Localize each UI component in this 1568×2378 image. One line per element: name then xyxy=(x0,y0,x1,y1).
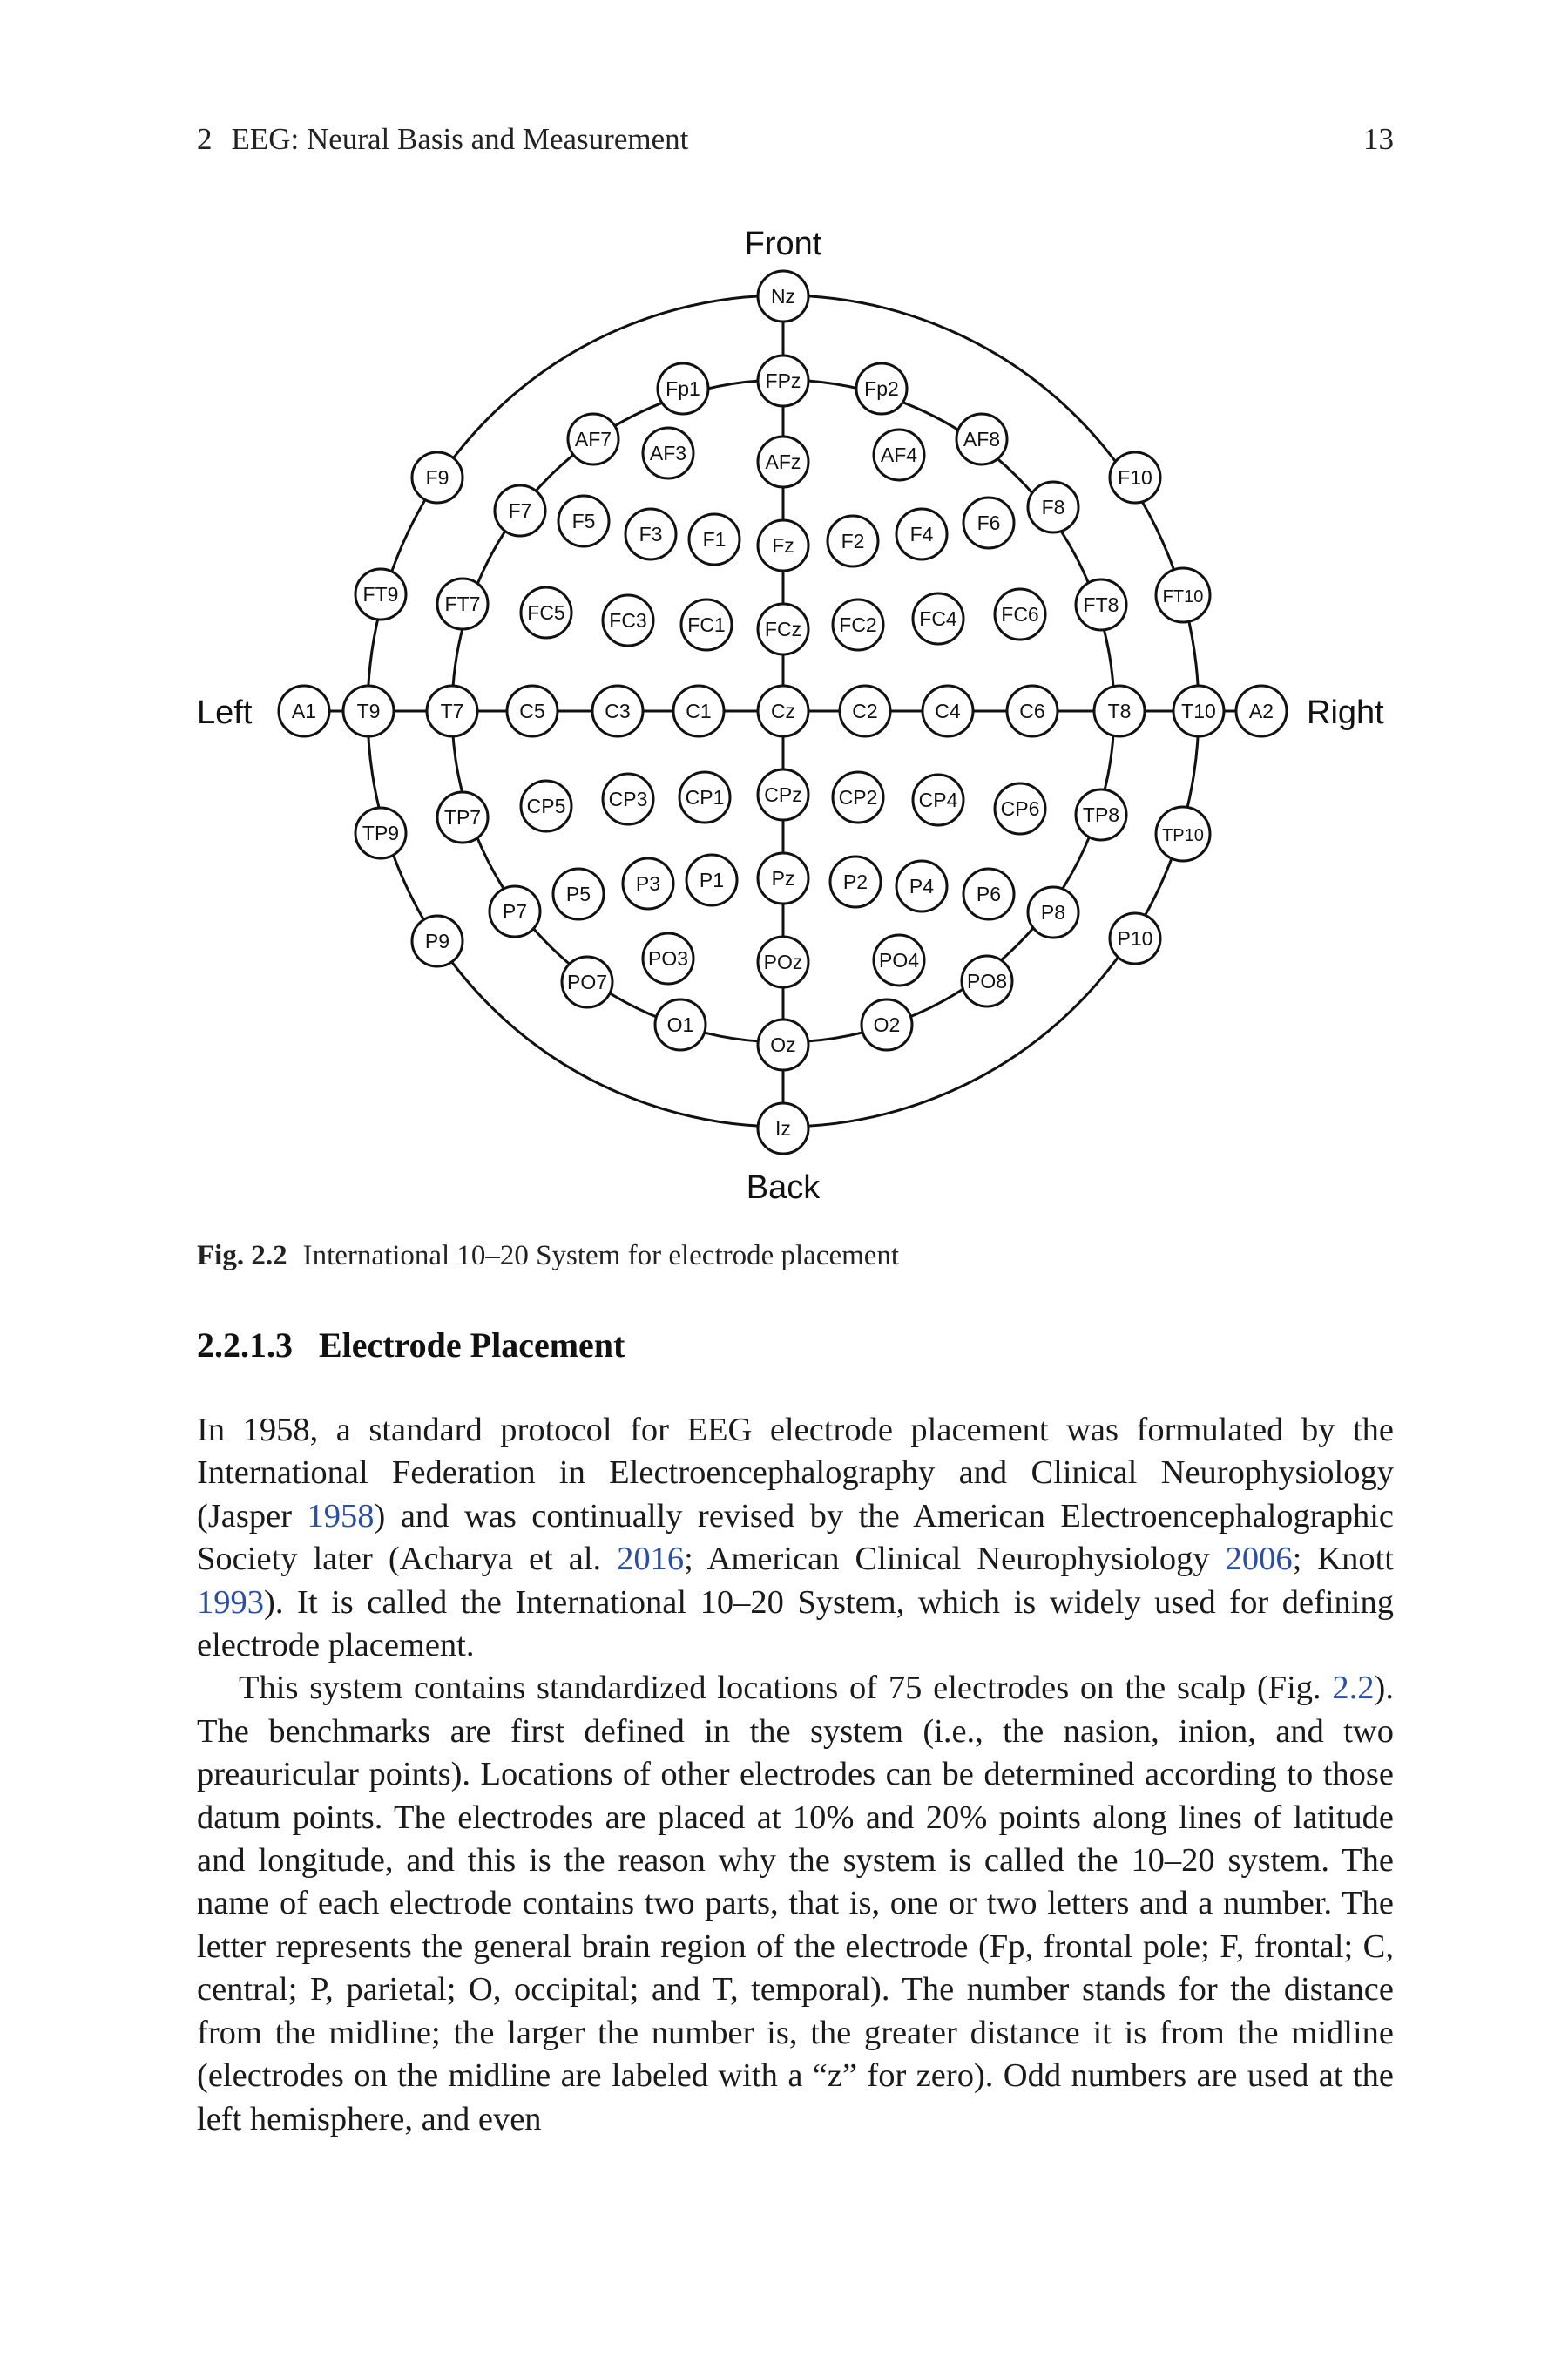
p2-text-a: This system contains standardized locations of 75 electrodes on the scalp (Fig. xyxy=(239,1670,1333,1707)
electrode-tp9 xyxy=(355,808,406,858)
paragraph-2 xyxy=(197,1667,1394,2140)
electrode-label: Fp2 xyxy=(864,377,899,400)
electrode-pz xyxy=(758,853,808,904)
electrode-label: FC4 xyxy=(919,607,957,630)
electrode-o2 xyxy=(862,999,912,1050)
electrode-label: AF3 xyxy=(649,442,687,464)
electrode-label: P9 xyxy=(424,930,450,952)
electrode-c6 xyxy=(1007,686,1058,736)
electrode-label: PO8 xyxy=(966,970,1008,993)
electrode-label: CP4 xyxy=(918,789,958,811)
p1-text-a: In 1958, a standard protocol for EEG electrode placement was formulated by the International Federation in Electroencephalography and Clinical Neurophysiology (Jasper xyxy=(197,1412,1394,1535)
electrode-label: FCz xyxy=(764,618,802,640)
electrode-label: O1 xyxy=(666,1013,694,1036)
electrode-c4 xyxy=(923,686,973,736)
electrode-label: O2 xyxy=(873,1013,901,1036)
electrode-p2 xyxy=(830,857,881,907)
electrode-label: A2 xyxy=(1248,700,1274,722)
electrode-label: TP7 xyxy=(443,806,482,829)
direction-label-front: Front xyxy=(744,226,822,262)
electrode-label: F2 xyxy=(841,530,865,552)
electrode-label: FPz xyxy=(765,369,801,392)
section-number: 2.2.1.3 xyxy=(197,1325,293,1365)
electrode-ft7 xyxy=(437,579,488,629)
electrode-label: AF7 xyxy=(574,428,612,451)
electrode-p4 xyxy=(896,861,947,911)
electrode-tp7 xyxy=(437,792,488,843)
electrode-p9 xyxy=(412,916,463,966)
electrode-label: FC2 xyxy=(839,613,877,636)
electrode-a1 xyxy=(279,686,329,736)
electrode-label: FT9 xyxy=(362,583,399,606)
citation-link-acharya-2016[interactable]: 2016 xyxy=(617,1541,685,1578)
electrode-label: AFz xyxy=(765,451,801,473)
electrode-af8 xyxy=(956,414,1007,464)
electrode-label: FT8 xyxy=(1083,593,1119,616)
electrode-label: P5 xyxy=(565,883,591,905)
electrode-fpz xyxy=(758,356,808,406)
electrode-af4 xyxy=(874,430,924,480)
electrode-label: CP3 xyxy=(608,788,648,810)
direction-label-left: Left xyxy=(197,694,253,731)
electrode-label: TP10 xyxy=(1162,826,1204,845)
electrode-t10 xyxy=(1173,686,1224,736)
electrode-cp5 xyxy=(521,781,571,831)
electrode-fcz xyxy=(758,604,808,654)
electrode-cp6 xyxy=(995,783,1045,834)
electrode-label: Pz xyxy=(771,867,795,890)
electrode-a2 xyxy=(1236,686,1287,736)
p1-text-c: ; American Clinical Neurophysiology xyxy=(684,1541,1226,1578)
electrode-label: Fp1 xyxy=(666,377,700,400)
electrode-nz xyxy=(758,271,808,322)
section-heading xyxy=(197,1324,625,1365)
page-number: 13 xyxy=(1363,122,1394,156)
electrode-f9 xyxy=(412,452,463,503)
electrode-c1 xyxy=(673,686,724,736)
electrode-label: T9 xyxy=(356,700,381,722)
electrode-label: F9 xyxy=(425,466,449,489)
electrode-t7 xyxy=(427,686,477,736)
electrode-label: AF4 xyxy=(880,444,918,466)
electrode-iz xyxy=(758,1103,808,1154)
electrode-c5 xyxy=(507,686,558,736)
electrode-f6 xyxy=(963,498,1014,548)
electrode-t9 xyxy=(343,686,394,736)
electrode-label: P10 xyxy=(1117,927,1153,950)
electrode-label: Nz xyxy=(770,285,796,308)
section-title: Electrode Placement xyxy=(319,1325,625,1365)
direction-label-back: Back xyxy=(746,1169,821,1206)
paragraph-1 xyxy=(197,1409,1394,1667)
electrode-p6 xyxy=(963,869,1014,919)
electrode-label: C4 xyxy=(935,700,961,722)
direction-label-right: Right xyxy=(1307,694,1384,731)
electrode-label: PO7 xyxy=(566,971,608,993)
electrode-label: Oz xyxy=(770,1033,796,1056)
electrode-label: P8 xyxy=(1040,901,1066,924)
electrode-fc1 xyxy=(681,600,732,650)
electrode-ft10 xyxy=(1156,568,1210,622)
electrode-p3 xyxy=(623,858,673,909)
electrode-label: F3 xyxy=(639,523,663,545)
p1-text-d: ; Knott xyxy=(1292,1541,1394,1578)
electrode-label: Iz xyxy=(775,1117,791,1140)
electrode-label: FT10 xyxy=(1162,587,1204,606)
electrode-ft8 xyxy=(1076,579,1126,630)
electrode-label: F6 xyxy=(977,512,1001,534)
electrode-label: C1 xyxy=(686,700,712,722)
electrode-label: P2 xyxy=(842,871,868,893)
p2-text-b: ). The benchmarks are first defined in the system (i.e., the nasion, inion, and two preauricular points). Locations of other electrodes can be determined according to those datum points. The electrodes are placed at 10% and 20% points along lines of latitude and longitude, and this is the reason why the system is called the 10–20 system. The name of each electrode contains two parts, that is, one or two letters and a number. The letter represents the general brain region of the electrode (Fp, frontal pole; F, frontal; C, central; P, parietal; O, occipital; and T, temporal). The number stands for the distance from the midline; the larger the number is, the greater distance it is from the midline (electrodes on the midline are labeled with a “z” for zero). Odd numbers are used at the left hemisphere, and even xyxy=(197,1670,1394,2137)
electrode-poz xyxy=(758,937,808,987)
electrode-label: A1 xyxy=(291,700,317,722)
electrode-label: FT7 xyxy=(444,593,481,615)
electrode-label: P4 xyxy=(909,875,935,898)
electrode-fc2 xyxy=(833,600,883,650)
electrode-label: T8 xyxy=(1107,700,1132,722)
electrode-label: TP9 xyxy=(362,822,400,844)
electrode-c2 xyxy=(840,686,890,736)
electrode-po7 xyxy=(562,957,612,1007)
electrode-label: P7 xyxy=(502,900,528,923)
figure-caption xyxy=(197,1240,899,1272)
electrode-f10 xyxy=(1110,452,1160,503)
electrode-f3 xyxy=(625,509,676,559)
electrode-label: POz xyxy=(763,951,803,973)
electrode-fp2 xyxy=(856,363,907,414)
electrode-label: F1 xyxy=(702,528,727,551)
figure-link-2-2[interactable]: 2.2 xyxy=(1332,1670,1375,1707)
electrode-label: PO4 xyxy=(878,949,920,972)
electrode-label: FC1 xyxy=(687,613,726,636)
electrode-label: PO3 xyxy=(647,947,689,970)
electrode-label: C6 xyxy=(1019,700,1045,722)
electrode-label: F7 xyxy=(508,499,532,522)
body-text xyxy=(197,1409,1394,2141)
electrode-cpz xyxy=(758,769,808,820)
electrode-label: FC3 xyxy=(609,609,647,632)
electrode-label: F8 xyxy=(1041,496,1065,518)
chapter-title: EEG: Neural Basis and Measurement xyxy=(231,122,689,156)
electrode-label: Cz xyxy=(770,700,796,722)
electrode-f2 xyxy=(828,516,878,566)
electrode-p8 xyxy=(1028,887,1078,938)
electrode-ft9 xyxy=(355,569,406,620)
electrode-fp1 xyxy=(658,363,708,414)
electrode-o1 xyxy=(655,999,706,1050)
electrode-label: CP2 xyxy=(838,786,878,809)
citation-link-jasper-1958[interactable]: 1958 xyxy=(307,1497,375,1535)
electrode-cp1 xyxy=(679,772,730,823)
electrode-label: CPz xyxy=(764,783,802,806)
electrode-po8 xyxy=(962,956,1012,1006)
electrode-fc5 xyxy=(521,587,571,638)
electrode-label: CP5 xyxy=(526,795,566,817)
electrode-fc4 xyxy=(913,593,963,644)
electrode-po4 xyxy=(874,935,924,986)
electrode-p5 xyxy=(553,869,604,919)
electrode-af3 xyxy=(643,428,693,478)
chapter-number: 2 xyxy=(197,122,213,156)
electrode-label: TP8 xyxy=(1082,803,1120,826)
electrode-label: FC6 xyxy=(1001,603,1039,626)
electrode-label: Fz xyxy=(772,534,794,557)
electrode-oz xyxy=(758,1020,808,1070)
electrode-fz xyxy=(758,520,808,571)
electrode-cp2 xyxy=(833,772,883,823)
citation-link-acns-2006[interactable]: 2006 xyxy=(1225,1541,1293,1578)
electrode-label: AF8 xyxy=(963,428,1001,451)
electrode-f7 xyxy=(495,485,545,536)
electrode-label: C2 xyxy=(852,700,878,722)
electrode-label: P6 xyxy=(976,883,1002,905)
electrode-fc3 xyxy=(603,595,653,646)
electrode-label: P1 xyxy=(699,869,725,891)
electrode-f4 xyxy=(896,509,947,559)
electrode-p7 xyxy=(490,886,540,937)
electrode-label: F10 xyxy=(1118,466,1152,489)
electrode-f8 xyxy=(1028,482,1078,532)
electrode-fc6 xyxy=(995,589,1045,640)
electrode-label: T7 xyxy=(440,700,464,722)
electrode-label: P3 xyxy=(635,872,661,895)
p1-text-e: ). It is called the International 10–20 System, which is widely used for defining electrode placement. xyxy=(197,1583,1394,1664)
electrode-tp8 xyxy=(1076,789,1126,840)
figure-caption-text: International 10–20 System for electrode placement xyxy=(302,1240,900,1271)
p1-text-b: ) and was continually revised by the American Electroencephalographic Society later (Acharya et al. xyxy=(197,1497,1394,1578)
electrode-label: C5 xyxy=(519,700,545,722)
electrode-label: FC5 xyxy=(527,601,565,624)
electrode-cp4 xyxy=(913,775,963,825)
electrode-t8 xyxy=(1094,686,1145,736)
electrode-label: CP1 xyxy=(685,786,725,809)
electrode-label: T10 xyxy=(1181,700,1216,722)
electrode-f5 xyxy=(558,496,609,546)
electrode-p1 xyxy=(686,855,737,905)
electrode-af7 xyxy=(568,414,618,464)
electrode-tp10 xyxy=(1156,807,1210,861)
electrode-label: F5 xyxy=(571,510,596,532)
electrode-c3 xyxy=(592,686,643,736)
electrode-label: F4 xyxy=(909,523,934,545)
citation-link-knott-1993[interactable]: 1993 xyxy=(197,1583,264,1621)
electrode-po3 xyxy=(643,933,693,984)
electrode-p10 xyxy=(1110,913,1160,964)
electrode-label: C3 xyxy=(605,700,631,722)
electrode-cp3 xyxy=(603,774,653,824)
electrode-cz xyxy=(758,686,808,736)
electrode-f1 xyxy=(689,514,740,565)
electrode-afz xyxy=(758,437,808,487)
figure-caption-label: Fig. 2.2 xyxy=(197,1240,287,1271)
electrode-label: CP6 xyxy=(1000,797,1040,820)
